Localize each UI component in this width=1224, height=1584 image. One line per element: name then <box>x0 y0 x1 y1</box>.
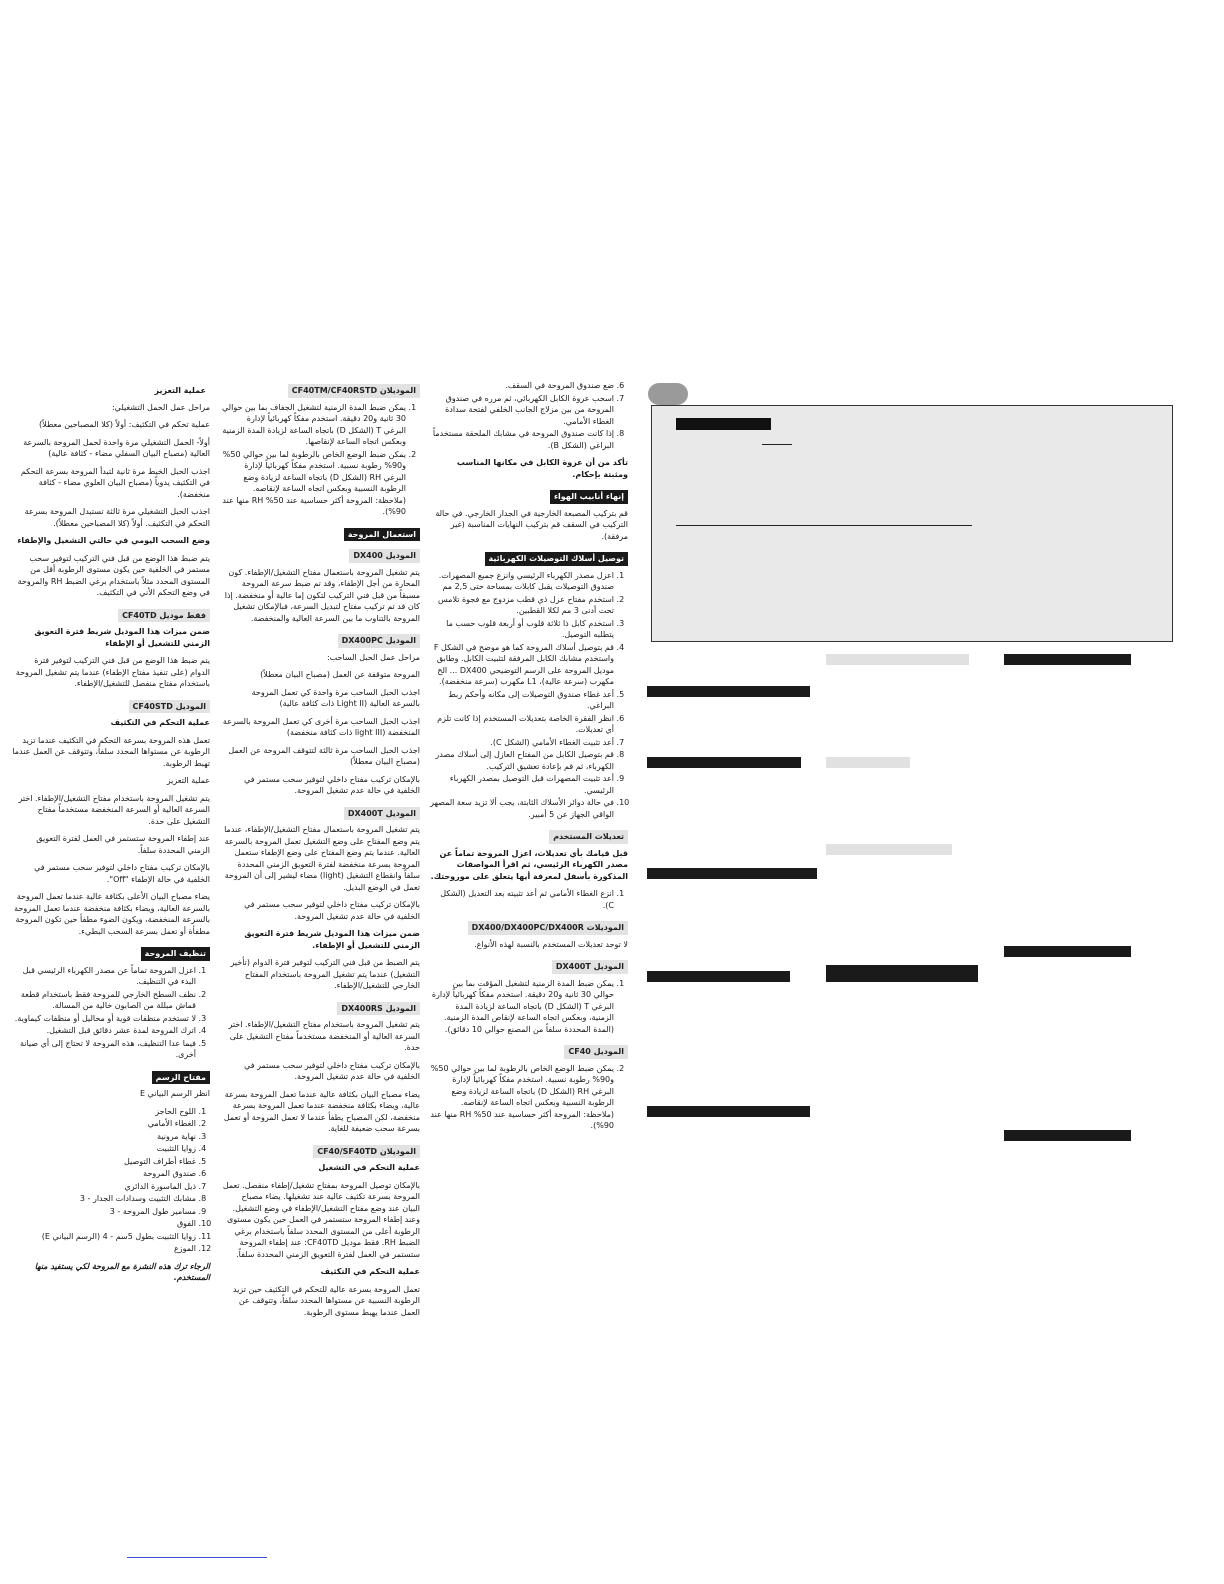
text: لا توجد تعديلات المستخدم بالنسبة لهذه الأنواع. <box>474 939 628 949</box>
heading-use: استعمال المروحة <box>344 528 420 542</box>
text: انظر الرسم البياني E <box>139 1089 210 1098</box>
column-2 <box>430 380 628 1138</box>
heading-cf40std: الموديل CF40STD <box>129 700 211 714</box>
list-item: 8. مشابك التثبيت وسدادات الجدار - 3 <box>12 1193 196 1205</box>
parts-list <box>12 1106 210 1255</box>
list-item: 1. انزع الغطاء الأمامي ثم أعد تثبيته بعد التعديل (الشكل C). <box>430 888 614 911</box>
text: عملية التحكم في التكثيف <box>110 718 210 727</box>
list-item: 1. اعزل المروحة تماماً عن مصدر الكهرباء الرئيسي قبل البدء في التنظيف. <box>12 965 196 988</box>
heading-adjust: تعديلات المستخدم <box>549 830 628 844</box>
text: وضع السحب اليومي في حالتي التشغيل والإطفاء <box>17 536 210 545</box>
electrical-list <box>430 570 628 821</box>
list-item: 9. مسامير طول المروحة - 3 <box>12 1206 196 1218</box>
heading-dx400t: الموديل DX400T <box>552 960 628 974</box>
text: عملية التحكم في التشغيل <box>318 1163 420 1172</box>
text: تعمل هذه المروحة بسرعة التحكم في التكثيف عندما تزيد الرطوبة عن مستواها المحدد سلفاً، وتتوقف عن العمل عندما تهبط الرطوبة. <box>12 735 210 768</box>
heading-cf40tm: الموديلان CF40TM/CF40RSTD <box>288 384 420 398</box>
redacted-bar <box>647 868 817 879</box>
column-3 <box>222 380 420 1324</box>
redacted-bar <box>647 686 810 697</box>
redacted-bar <box>647 757 801 768</box>
list-item: 3. استخدم كابل ذا ثلاثة قلوب أو أربعة قلوب حسب ما يتطلبه التوصيل. <box>430 618 614 641</box>
adjust-list <box>430 888 628 911</box>
heading-exhaust: إنهاء أنابيب الهواء <box>550 490 628 504</box>
text: بالإمكان تركيب مفتاح داخلي لتوفير سحب مستمر في الخلفية في حالة عدم تشغيل المروحة. <box>244 1060 420 1081</box>
list-item: 5. فيما عدا التنظيف، هذه المروحة لا تحتاج إلى أي صيانة أخرى. <box>12 1038 196 1061</box>
bottom-link-line <box>127 1557 267 1558</box>
install-list <box>430 380 628 451</box>
text: يتم ضبط هذا الوضع من قبل فني التركيب لتوفير فترة الدوام (على تنفيذ مفتاح الإطفاء) عندما يتم تشغيل المروحة باستخدام مفتاح منفصل للتشغيل/الإطفاء. <box>15 656 210 688</box>
redacted-bar <box>647 971 790 982</box>
text: اجذب الحبل التشغيلي مرة ثالثة تستبدل المروحة بسرعة التحكم في التكثيف. أولاً (كلا المصباحين معطلاً). <box>24 507 210 528</box>
list-item: 7. أعد تثبيت الغطاء الأمامي (الشكل C). <box>430 737 614 749</box>
text: اجذب الحبل الساحب مرة أخرى كي تعمل المروحة بالسرعة المنخفضة (light III ذات كثافة منخفضة) <box>222 716 420 737</box>
text: اجذب الحبل الساحب مرة ثالثة لتتوقف المروحة عن العمل (مصباح البيان معطلاً) <box>228 745 420 766</box>
list-item: 2. نظف السطح الخارجي للمروحة فقط باستخدام قطعة قماش مبللة من الصابون خالية من المسالة. <box>12 989 196 1012</box>
list-item: 8. قم بتوصيل الكابل من المفتاح العازل إلى أسلاك مصدر الكهرباء، ثم قم بإعادة تعشيق التركيب. <box>430 749 614 772</box>
text: مراحل عمل الحبل الساحب: <box>326 652 420 662</box>
text: ضمن ميزات هذا الموديل شريط فترة التعويق الزمني للتشغيل أو الإطفاء. <box>244 929 420 950</box>
list-item: 10. في حالة دوائر الأسلاك الثابتة، يجب ألا تزيد سعة المصهر الواقي الجهاز عن 5 أمبير. <box>430 797 614 820</box>
note: قبل قيامك بأي تعديلات، اعزل المروحة تماماً عن مصدر الكهرباء الرئيسي، ثم اقرأ المواصفات المذكورة بأسفل لمعرفة أيها يتعلق على موروحتك. <box>430 848 628 881</box>
info-panel <box>651 405 1173 642</box>
heading-cf40: الموديل CF40 <box>564 1045 628 1059</box>
redacted-bar <box>826 757 910 768</box>
text: قم بتركيب المصبعة الخارجية في الجدار الخارجي. في حالة التركيب في السقف قم بتركيب النهايات المناسبة (غير مرفقة). <box>435 508 628 541</box>
text: بالإمكان تركيب مفتاح داخلي لتوفير سحب مستمر في الخلفية في حالة عدم تشغيل المروحة. <box>244 900 420 921</box>
heading-parts: مفتاح الرسم <box>152 1071 210 1085</box>
list-item: 7. ذيل الماسورة الدائري <box>12 1181 196 1193</box>
adjust-list <box>222 402 420 518</box>
text: عند إطفاء المروحة ستستمر في العمل لفترة التعويق الزمني المحددة سلفاً. <box>36 834 210 855</box>
list-item: 12. الموزع <box>12 1243 196 1255</box>
text: يتم تشغيل المروحة باستخدام مفتاح التشغيل/الإطفاء. اختر السرعة العالية أو المنخفضة مستخدماً مفتاح التشغيل على حدة. <box>228 1020 420 1052</box>
heading-intro: عملية التعزيز <box>154 386 206 395</box>
text: يتم تشغيل المروحة باستعمال مفتاح التشغيل/الإطفاء، عندما يتم وضع المفتاح على وضع التشغيل تعمل المروحة بالسرعة العالية. عندما يتم وضع المفتاح على وضع الإطفاء ستعمل المروحة بسرعة منخفضة لفترة التعويق الزمني المحددة سلفاً وانقطاع التشغيل (light) مضاء ليشير إلى أن المروحة تعمل في الوضع البديل. <box>224 825 420 892</box>
panel-rule <box>676 525 972 526</box>
list-item: 8. إذا كانت صندوق المروحة في مشابك الملحقة مستخدماً البراغي (الشكل B). <box>430 428 614 451</box>
list-item: 4. اترك المروحة لمدة عشر دقائق قبل التشغيل. <box>12 1025 196 1037</box>
redacted-bar <box>1004 1130 1131 1141</box>
page-badge <box>648 383 688 405</box>
panel-title-bar <box>676 418 771 430</box>
heading-cf40: الموديلان CF40/SF40TD <box>313 1145 420 1159</box>
list-item: 3. نهاية مرونية <box>12 1131 196 1143</box>
cf40-list <box>430 1063 628 1132</box>
heading-dx400pc: الموديل DX400PC <box>338 634 420 648</box>
list-item: 6. صندوق المروحة <box>12 1168 196 1180</box>
list-item: 2. يمكن ضبط الوضع الخاص بالرطوبة لما بين حوالي 50% و90% رطوبة نسبية. استخدم مفكاً كهربائياً لإدارة البرغي RH (الشكل D) باتجاه الساعة لزيادة وضع الرطوبة النسبية وبعكس اتجاه الساعة لإنقاصه. (ملاحظة: المروحة أكثر حساسية عند 50% RH منها عند 90%). <box>222 449 406 518</box>
text: يتم تشغيل المروحة باستخدام مفتاح التشغيل/الإطفاء. اختر السرعة العالية أو السرعة المنخفضة مستخدماً مفتاح التشغيل على حدة. <box>18 793 210 826</box>
text: تعمل المروحة بسرعة عالية للتحكم في التكثيف حين تزيد الرطوبة النسبية عن مستواها المحدد سلفاً، وتتوقف عن العمل عندما يهبط مستوى الرطوبة. <box>232 1284 420 1317</box>
list-item: 5. غطاء أطراف التوصيل <box>12 1156 196 1168</box>
column-4 <box>12 380 210 1290</box>
list-item: 1. يمكن ضبط المدة الزمنية لتشغيل المؤقت بما بين حوالي 30 ثانية و20 دقيقة. استخدم مفكاً كهربائياً لإدارة البرغي T (الشكل D) باتجاه الساعة لزيادة المدة الزمنية، وبعكس اتجاه الساعة لإنقاص المدة الزمنية. (المدة المحددة سلفاً من المصنع حوالي 10 دقائق). <box>430 978 614 1036</box>
list-item: 2. استخدم مفتاح عزل ذي قطب مزدوج مع فجوة تلامس تحت أدنى 3 مم لكلا القطبين. <box>430 594 614 617</box>
text: ضمن ميزات هذا الموديل شريط فترة التعويق الزمني للتشغيل أو الإطفاء <box>34 627 210 648</box>
heading-models: الموديلات DX400/DX400PC/DX400R <box>468 921 628 935</box>
text: اجذب الحبل الخيط مرة ثانية لتبدأ المروحة بسرعة التحكم في التكثيف يدوياً (مصباح البيان العلوي مضاء - كثافة منخفضة). <box>20 466 210 499</box>
list-item: 1. يمكن ضبط المدة الزمنية لتشغيل الجفاف بما بين حوالي 30 ثانية و20 دقيقة. استخدم مفكاً كهربائياً لإدارة البرغي T (الشكل D) باتجاه الساعة لزيادة المدة الزمنية وبعكس اتجاه الساعة لإنقاصها. <box>222 402 406 448</box>
heading-dx400: الموديل DX400 <box>349 549 420 563</box>
text: يضاء مصباح البيان بكثافة عالية عندما تعمل المروحة بسرعة عالية، ويضاء بكثافة منخفضة عندما تعمل المروحة بسرعة منخفضة، لكن المصباح يطفأ عندما لا تعمل المروحة أو تعمل بسرعة سحب ضعيفة للغاية. <box>223 1089 420 1133</box>
panel-underline <box>762 444 792 445</box>
list-item: 7. اسحب عروة الكابل الكهربائي، ثم مرره في صندوق المروحة من بين مزلاج الجانب الخلفي لفتحة سدادة الغطاء الأمامي. <box>430 393 614 428</box>
text: بالإمكان توصيل المروحة بمفتاح تشغيل/إطفاء منفصل. تعمل المروحة بسرعة تكثيف عالية عند تشغيلها. يضاء مصباح البيان عند وضع مفتاح التشغيل/الإطفاء في وضع التشغيل. وعند إطفاء المروحة ستستمر في العمل حين يكون مستوى الرطوبة أعلى من المستوى المحدد سلفاً باستخدام برغي الضبط RH. فقط موديل CF40TD: عند إطفاء المروحة ستستمر في العمل لفترة التعويق الزمني المحددة سلفاً. <box>222 1180 420 1259</box>
redacted-bar <box>1004 654 1131 665</box>
list-item: 2. يمكن ضبط الوضع الخاص بالرطوبة لما بين حوالي 50% و90% رطوبة نسبية. استخدم مفكاً كهربائياً لإدارة البرغي RH (الشكل D) باتجاه الساعة لزيادة وضع الرطوبة النسبية وبعكس اتجاه الساعة لإنقاصه. (ملاحظة: المروحة أكثر حساسية عند 50% RH منها عند 90%). <box>430 1063 614 1132</box>
heading-dx400t: الموديل DX400T <box>344 807 420 821</box>
list-item: 4. قم بتوصيل أسلاك المروحة كما هو موضح في الشكل F واستخدم مشابك الكابل المرفقة لتثبيت الكابل. وطابق موديل المروحة على الرسم التوضيحي DX400 ... الخ مكهرب (سرعة عالية)، L1 مكهرب (سرعة منخفضة). <box>430 642 614 688</box>
text: عملية تحكم في التكثيف: أولاً (كلا المصباحين معطلاً) <box>39 420 210 429</box>
text: يضاء مصباح البيان الأعلى بكثافة عالية عندما تعمل المروحة بالسرعة العالية، ويضاء بكثافة منخفضة عندما تعمل المروحة بالسرعة المنخفضة، ويكون الضوء مطفأ حين تكون المروحة مطفأة أو تعمل بسرعة السحب البطيء. <box>14 892 210 936</box>
list-item: 6. انظر الفقرة الخاصة بتعديلات المستخدم إذا كانت تلزم أي تعديلات. <box>430 713 614 736</box>
dx400t-list <box>430 978 628 1036</box>
text: عملية التحكم في التكثيف <box>320 1267 420 1276</box>
text: مراحل عمل الحمل التشغيلي: <box>111 402 210 412</box>
heading-dx400rs: الموديل DX400RS <box>337 1002 420 1016</box>
list-item: 11. زوايا التثبيت بطول 5سم - 4 (الرسم البياني E) <box>12 1231 196 1243</box>
list-item: 1. اللوح الحاجز <box>12 1106 196 1118</box>
text: بالإمكان تركيب مفتاح داخلي لتوفير سحب مستمر في الخلفية في حالة عدم تشغيل المروحة. <box>244 774 420 795</box>
heading-clean: تنظيف المروحة <box>141 947 210 961</box>
redacted-bar <box>826 844 952 855</box>
list-item: 2. الغطاء الأمامي <box>12 1118 196 1130</box>
clean-list <box>12 965 210 1061</box>
text: المروحة متوقفة عن العمل (مصباح البيان معطلاً) <box>260 670 420 679</box>
list-item: 4. زوايا التثبيت <box>12 1143 196 1155</box>
heading-cf40td: فقط موديل CF40TD <box>118 609 210 623</box>
list-item: 10. الفوق <box>12 1218 196 1230</box>
redacted-bar <box>826 965 978 982</box>
redacted-bar <box>1004 946 1131 957</box>
heading-electrical: توصيل أسلاك التوصيلات الكهربائية <box>485 552 628 566</box>
list-item: 5. أعد غطاء صندوق التوصيلات إلى مكانه وأحكم ربط البراغي. <box>430 689 614 712</box>
text: أولاً- الحمل التشغيلي مرة واحدة لحمل المروحة بالسرعة العالية (مصباح البيان السفلي مضاء - كثافة عالية) <box>23 437 210 458</box>
list-item: 9. أعد تثبيت المصهرات قبل التوصيل بمصدر الكهرباء الرئيسي. <box>430 773 614 796</box>
text: يتم ضبط هذا الوضع من قبل فني التركيب لتوفير سحب مستمر في الخلفية حين يكون مستوى الرطوبة أقل من المستوى المحدد مثلاً باستخدام برغي الضبط RH والمروحة في وضع التحكم الأني في التكثيف. <box>17 553 210 597</box>
text: يتم الضبط من قبل فني التركيب لتوفير فترة الدوام (تأخير التشغيل) عندما يتم تشغيل المروحة باستخدام المفتاح الخارجي للتشغيل/الإطفاء. <box>230 958 420 990</box>
note: تأكد من أن عروة الكابل في مكانها المناسب ومثبتة بإحكام. <box>456 458 628 479</box>
redacted-bar <box>647 1106 810 1117</box>
list-item: 3. لا تستخدم منظفات قوية أو محاليل أو منظفات كيماوية. <box>12 1013 196 1025</box>
redacted-bar <box>826 654 969 665</box>
text: بالإمكان تركيب مفتاح داخلي لتوفير سحب مستمر في الخلفية في حالة الإطفاء "Off". <box>34 863 210 884</box>
list-item: 1. اعزل مصدر الكهرباء الرئيسي وانزع جميع المصهرات. صندوق التوصيلات يقبل كابلات بمساحة حتى 2,5 مم <box>430 570 614 593</box>
closing-note: الرجاء ترك هذه النشرة مع المروحة لكي يستفيد منها المستخدم. <box>34 1261 210 1282</box>
text: اجذب الحبل الساحب مرة واحدة كي تعمل المروحة بالسرعة العالية (Light II ذات كثافة عالية) <box>251 687 420 708</box>
list-item: 6. ضع صندوق المروحة في السقف. <box>430 380 614 392</box>
text: عملية التعزيز <box>166 776 210 785</box>
text: يتم تشغيل المروحة باستعمال مفتاح التشغيل/الإطفاء. كون المحارة من أجل الإطفاء، وقد تم ضبط سرعة المروحة مسبقاً من قبل فني التركيب لتكون إما عالية أو منخفضة. إذا كان قد تم تركيب مفتاح لتبديل السرعة، فبالإمكان تشغيل المروحة بالتناوب ما بين السرعة العالية والمنخفضة. <box>224 567 420 623</box>
